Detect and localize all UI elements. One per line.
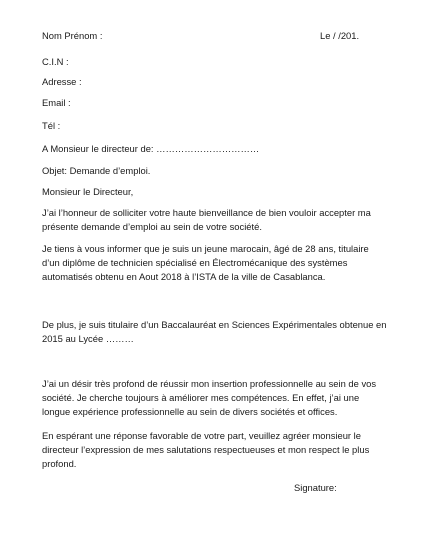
- paragraph-line: De plus, je suis titulaire d’un Baccalauréat en Sciences Expérimentales obtenue en: [42, 319, 387, 330]
- paragraph-request: [42, 206, 402, 234]
- paragraph-line: En espérant une réponse favorable de votre part, veuillez agréer monsieur le: [42, 430, 361, 441]
- paragraph-experience: [42, 377, 402, 419]
- paragraph-line: société. Je cherche toujours à améliorer mes compétences. En effet, j’ai une: [42, 392, 360, 404]
- subject-line: Objet: Demande d’emploi.: [42, 165, 151, 176]
- paragraph-line: J’ai l’honneur de solliciter votre haute bienveillance de bien vouloir accepter ma: [42, 207, 371, 218]
- cin-label: C.I.N :: [42, 56, 69, 67]
- recipient-line: A Monsieur le directeur de: ……………………………: [42, 143, 260, 154]
- salutation: Monsieur le Directeur,: [42, 186, 134, 197]
- phone-label: Tél :: [42, 120, 61, 131]
- paragraph-line: directeur l’expression de mes salutations respectueuses et mon respect le plus: [42, 444, 370, 456]
- paragraph-profile: [42, 242, 402, 284]
- paragraph-line: d’un diplôme de technicien spécialisé en Électromécanique des systèmes: [42, 257, 348, 269]
- paragraph-line: J’ai un désir très profond de réussir mon insertion professionnelle au sein de vos: [42, 378, 377, 389]
- paragraph-closing: [42, 429, 402, 471]
- paragraph-line: Je tiens à vous informer que je suis un jeune marocain, âgé de 28 ans, titulaire: [42, 243, 369, 254]
- paragraph-line: présente demande d’emploi au sein de votre société.: [42, 221, 262, 233]
- paragraph-line: automatisés obtenu en Aout 2018 à l’ISTA de la ville de Casablanca.: [42, 271, 326, 283]
- paragraph-line: 2015 au Lycée ………: [42, 333, 134, 345]
- signature-label: Signature:: [294, 482, 337, 493]
- paragraph-line: longue expérience professionnelle au sein de divers sociétés et offices.: [42, 406, 338, 418]
- address-label: Adresse :: [42, 76, 82, 87]
- paragraph-education: [42, 318, 402, 346]
- name-label: Nom Prénom :: [42, 30, 103, 41]
- paragraph-line: profond.: [42, 458, 77, 470]
- email-label: Email :: [42, 97, 71, 108]
- date-line: Le / /201.: [320, 30, 360, 41]
